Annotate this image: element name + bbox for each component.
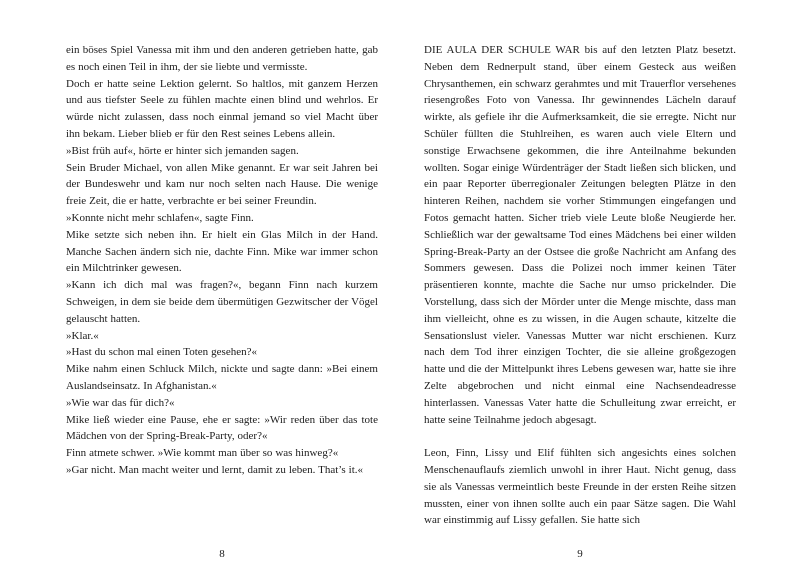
paragraph: »Gar nicht. Man macht weiter und lernt, damit zu leben. That’s it.« [66,463,363,476]
paragraph: Mike nahm einen Schluck Milch, nickte und sagte dann: »Bei einem Auslandseinsatz. In Afghanistan.« [66,363,378,392]
right-page-text [424,42,736,529]
paragraph: »Hast du schon mal einen Toten gesehen?« [66,346,257,359]
paragraph: »Bist früh auf«, hörte er hinter sich jemanden sagen. [66,144,299,157]
left-page [66,42,378,579]
paragraph: Mike setzte sich neben ihn. Er hielt ein Glas Milch in der Hand. Manche Sachen ändern sich nie, dachte Finn. Mike war immer schon ein Milchtrinker gewesen. [66,228,378,275]
paragraph: Mike ließ wieder eine Pause, ehe er sagte: »Wir reden über das tote Mädchen von der Spring-Break-Party, oder?« [66,413,378,443]
paragraph: »Kann ich dich mal was fragen?«, begann Finn nach kurzem Schweigen, in dem sie beide dem übermütigen Gezwitscher der Vögel gelauscht hatten. [66,279,378,325]
paragraph: DIE AULA DER SCHULE WAR bis auf den letzten Platz besetzt. Neben dem Rednerpult stand, über einem Gesteck aus weißen Chrysanthemen, ein schwarz gerahmtes und mit Trauerflor versehenes riesengroßes Foto von Vanessa. Ihr gewinnendes Lächeln darauf wirkte, als gefiele ihr die Aufmerksamkeit, die sie erregte. Nicht nur Schüler füllten die Stuhlreihen, es waren auch viele Eltern und sonstige Erwachsene gekommen, die ihre Anteilnahme bekunden wollten. Sogar einige Würdenträger der Stadt ließen sich blicken, und ein paar Reporter überregionaler Zeitungen belegten Plätze in den hinteren Reihen, nachdem sie vorher Stimmungen eingefangen und Fotos gemacht hatten. Sicher trieb viele Leute bloße Neugierde her. Schließlich war der gewaltsame Tod eines Mädchens bei einer wilden Spring-Break-Party an der Ostsee die große Nachricht am Anfang des Sommers gewesen. Dass die Polizei noch immer keinen Täter präsentieren konnte, machte die Sache nur umso prickelnder. Die Vorstellung, dass sich der Mörder unter die Menge mischte, dass man ihm vielleicht, ohne es zu wissen, in die Augen schaute, kitzelte die Sensationslust vieler. Vanessas Mutter war nicht erschienen. Kurz nach dem Tod ihrer einzigen Tochter, die sie alleine großgezogen hatte und die der Mittelpunkt ihres Lebens gewesen war, hatte sie ihre Zelte abgebrochen und nicht einmal eine Nachsendeadresse hinterlassen. Vanessas Vater hatte die Schulleitung zwar erreicht, er hatte seine Teilnahme jedoch abgesagt. [424,44,736,426]
paragraph: »Konnte nicht mehr schlafen«, sagte Finn. [66,211,254,224]
paragraph: ein böses Spiel Vanessa mit ihm und den anderen getrieben hatte, gab es noch einen Teil in ihm, der sie liebte und vermisste. [66,44,378,73]
right-page-number: 9 [577,548,583,560]
left-page-text [66,42,378,479]
paragraph: Leon, Finn, Lissy und Elif fühlten sich angesichts eines solchen Menschenauflaufs ziemlich unwohl in ihrer Haut. Nicht genug, dass sie als Vanessas vermeintlich beste Freunde in der ersten Reihe sitzen mussten, einer von ihnen sollte auch ein paar Sätze sagen. Die Wahl war einstimmig auf Lissy gefallen. Sie hatte sich [424,447,736,527]
paragraph: »Wie war das für dich?« [66,396,175,409]
left-page-number: 8 [219,548,225,560]
right-page [424,42,736,579]
paragraph: Sein Bruder Michael, von allen Mike genannt. Er war seit Jahren bei der Bundeswehr und kam nur noch selten nach Hause. Die wenige freie Zeit, die er hatte, verbrachte er bei seiner Freundin. [66,161,378,208]
paragraph: »Klar.« [66,329,99,342]
paragraph: Finn atmete schwer. »Wie kommt man über so was hinweg?« [66,447,339,460]
paragraph: Doch er hatte seine Lektion gelernt. So haltlos, mit ganzem Herzen und aus tiefster Seele zu fühlen machte einen blind und wehrlos. Er würde nicht zulassen, dass noch einmal jemand so viel Macht über ihn bekam. Lieber blieb er für den Rest seines Lebens allein. [66,77,378,140]
